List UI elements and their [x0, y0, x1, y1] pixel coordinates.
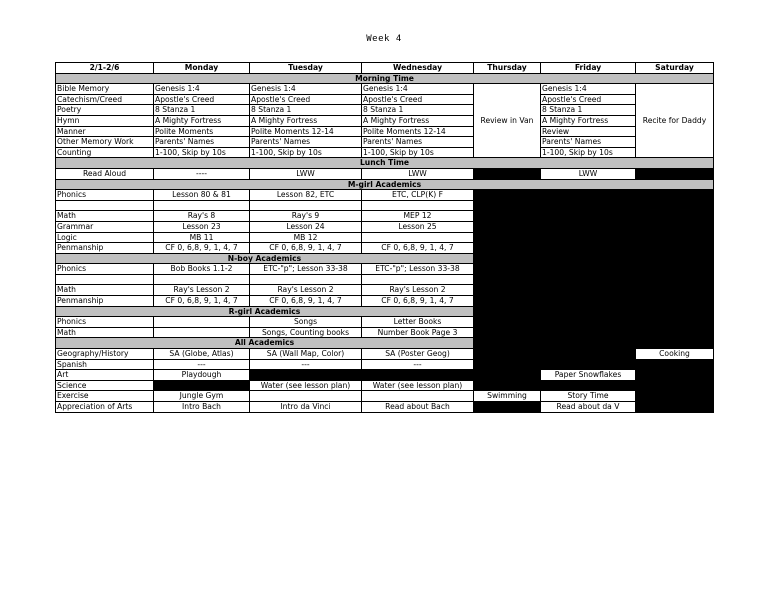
table-row [56, 94, 714, 105]
cell: CF 0, 6,8, 9, 1, 4, 7 [154, 296, 250, 307]
spacer [362, 200, 474, 211]
cell: Lesson 80 & 81 [154, 190, 250, 201]
row-label: Other Memory Work [56, 137, 154, 148]
row-label: Manner [56, 126, 154, 137]
cell [154, 327, 250, 338]
header-row [56, 63, 714, 74]
blocked-area [474, 253, 714, 306]
table-row [56, 391, 714, 402]
section-lunch-time: Lunch Time [56, 158, 714, 169]
row-label: Poetry [56, 105, 154, 116]
cell: SA (Poster Geog) [362, 349, 474, 360]
table-row [56, 115, 714, 126]
cell: Lesson 25 [362, 221, 474, 232]
table-row [56, 349, 714, 360]
cell: LWW [541, 168, 636, 179]
section-r-girl-academics: R-girl Academics [56, 306, 474, 317]
cell: Parents' Names [154, 137, 250, 148]
cell: Ray's Lesson 2 [362, 285, 474, 296]
row-label: Math [56, 327, 154, 338]
cell: 1-100, Skip by 10s [541, 147, 636, 158]
cell [250, 391, 362, 402]
row-label: Math [56, 211, 154, 222]
cell: Read about Bach [362, 402, 474, 413]
table-row [56, 370, 714, 381]
cell: Intro Bach [154, 402, 250, 413]
section-all-academics: All Academics [56, 338, 474, 349]
cell: Parents' Names [250, 137, 362, 148]
cell: CF 0, 6,8, 9, 1, 4, 7 [154, 243, 250, 254]
blocked-cell [636, 168, 714, 179]
header-monday: Monday [154, 63, 250, 74]
cell: Water (see lesson plan) [362, 380, 474, 391]
cell: Playdough [154, 370, 250, 381]
cell: Genesis 1:4 [541, 84, 636, 95]
cell [154, 317, 250, 328]
table-row [56, 105, 714, 116]
blocked-cell [474, 168, 541, 179]
table-row [56, 126, 714, 137]
cell: Ray's Lesson 2 [250, 285, 362, 296]
section-morning-time: Morning Time [56, 73, 714, 84]
cell: 1-100, Skip by 10s [250, 147, 362, 158]
header-wednesday: Wednesday [362, 63, 474, 74]
cell [362, 232, 474, 243]
cell: Apostle's Creed [154, 94, 250, 105]
row-label: Counting [56, 147, 154, 158]
row-label: Phonics [56, 190, 154, 201]
cell: Parents' Names [362, 137, 474, 148]
blocked-cell [474, 402, 541, 413]
spacer [250, 200, 362, 211]
cell: Water (see lesson plan) [250, 380, 362, 391]
table-row [56, 137, 714, 148]
cell: 8 Stanza 1 [154, 105, 250, 116]
row-label: Exercise [56, 391, 154, 402]
row-label: Appreciation of Arts [56, 402, 154, 413]
cell: 1-100, Skip by 10s [154, 147, 250, 158]
blocked-area [250, 370, 474, 381]
cell: A Mighty Fortress [362, 115, 474, 126]
cell: SA (Wall Map, Color) [250, 349, 362, 360]
cell: MEP 12 [362, 211, 474, 222]
row-label: Geography/History [56, 349, 154, 360]
cell: --- [362, 359, 474, 370]
blocked-cell [636, 359, 714, 412]
row-label: Art [56, 370, 154, 381]
row-label: Catechism/Creed [56, 94, 154, 105]
cell: Ray's 9 [250, 211, 362, 222]
header-thursday: Thursday [474, 63, 541, 74]
blocked-area [474, 190, 714, 254]
cell: Parents' Names [541, 137, 636, 148]
cell: Number Book Page 3 [362, 327, 474, 338]
cell: LWW [250, 168, 362, 179]
cell: CF 0, 6,8, 9, 1, 4, 7 [250, 296, 362, 307]
blocked-area [474, 338, 714, 349]
row-label: Science [56, 380, 154, 391]
section-m-girl-academics: M-girl Academics [56, 179, 714, 190]
cell: CF 0, 6,8, 9, 1, 4, 7 [362, 243, 474, 254]
cell: 8 Stanza 1 [362, 105, 474, 116]
blocked-area [474, 306, 714, 338]
cell: MB 12 [250, 232, 362, 243]
cell: --- [154, 359, 250, 370]
row-label: Penmanship [56, 243, 154, 254]
row-label: Logic [56, 232, 154, 243]
cell: Genesis 1:4 [362, 84, 474, 95]
table-row [56, 84, 714, 95]
cell: SA (Globe, Atlas) [154, 349, 250, 360]
page-title: Week 4 [366, 34, 402, 44]
cell: Polite Moments 12-14 [250, 126, 362, 137]
cell: Songs [250, 317, 362, 328]
table-row [56, 190, 714, 201]
cell: Apostle's Creed [250, 94, 362, 105]
spacer [154, 274, 250, 285]
cell: LWW [362, 168, 474, 179]
cell: ---- [154, 168, 250, 179]
cell: Letter Books [362, 317, 474, 328]
table-row [56, 402, 714, 413]
row-label: Penmanship [56, 296, 154, 307]
cell-saturday-morning: Recite for Daddy [636, 84, 714, 158]
table-row [56, 147, 714, 158]
cell: Review [541, 126, 636, 137]
spacer [154, 200, 250, 211]
cell: A Mighty Fortress [250, 115, 362, 126]
cell: ETC-"p"; Lesson 33-38 [362, 264, 474, 275]
spacer [362, 274, 474, 285]
cell: Read about da V [541, 402, 636, 413]
blocked-area [474, 380, 636, 391]
cell: ETC-"p"; Lesson 33-38 [250, 264, 362, 275]
cell: Ray's 8 [154, 211, 250, 222]
cell: 8 Stanza 1 [250, 105, 362, 116]
cell: Apostle's Creed [362, 94, 474, 105]
cell: 1-100, Skip by 10s [362, 147, 474, 158]
table-row [56, 168, 714, 179]
row-label: Hymn [56, 115, 154, 126]
weekly-schedule-table [55, 62, 714, 413]
cell: Genesis 1:4 [154, 84, 250, 95]
cell: Lesson 24 [250, 221, 362, 232]
cell: Polite Moments 12-14 [362, 126, 474, 137]
header-tuesday: Tuesday [250, 63, 362, 74]
row-label: Grammar [56, 221, 154, 232]
cell: 8 Stanza 1 [541, 105, 636, 116]
cell: Jungle Gym [154, 391, 250, 402]
cell: Songs, Counting books [250, 327, 362, 338]
cell: CF 0, 6,8, 9, 1, 4, 7 [362, 296, 474, 307]
row-label: Bible Memory [56, 84, 154, 95]
cell: Swimming [474, 391, 541, 402]
cell: Genesis 1:4 [250, 84, 362, 95]
spacer [56, 200, 154, 211]
cell: Lesson 23 [154, 221, 250, 232]
section-n-boy-academics: N-boy Academics [56, 253, 474, 264]
row-label: Phonics [56, 264, 154, 275]
cell-thursday-morning: Review in Van [474, 84, 541, 158]
table-row [56, 380, 714, 391]
cell: Cooking [636, 349, 714, 360]
cell: CF 0, 6,8, 9, 1, 4, 7 [250, 243, 362, 254]
row-label: Read Aloud [56, 168, 154, 179]
header-friday: Friday [541, 63, 636, 74]
cell: Paper Snowflakes [541, 370, 636, 381]
cell: Story Time [541, 391, 636, 402]
header-saturday: Saturday [636, 63, 714, 74]
cell: Intro da Vinci [250, 402, 362, 413]
cell: --- [250, 359, 362, 370]
blocked-cell [474, 370, 541, 381]
cell: MB 11 [154, 232, 250, 243]
cell: Polite Moments [154, 126, 250, 137]
spacer [250, 274, 362, 285]
cell: Lesson 82, ETC [250, 190, 362, 201]
cell: Ray's Lesson 2 [154, 285, 250, 296]
row-label: Phonics [56, 317, 154, 328]
cell: Apostle's Creed [541, 94, 636, 105]
spacer [56, 274, 154, 285]
row-label: Math [56, 285, 154, 296]
blocked-area [474, 349, 636, 370]
header-date-range: 2/1-2/6 [56, 63, 154, 74]
cell: ETC, CLP(K) F [362, 190, 474, 201]
cell: A Mighty Fortress [541, 115, 636, 126]
cell [362, 391, 474, 402]
cell: Bob Books 1.1-2 [154, 264, 250, 275]
row-label: Spanish [56, 359, 154, 370]
cell: A Mighty Fortress [154, 115, 250, 126]
blocked-cell [154, 380, 250, 391]
